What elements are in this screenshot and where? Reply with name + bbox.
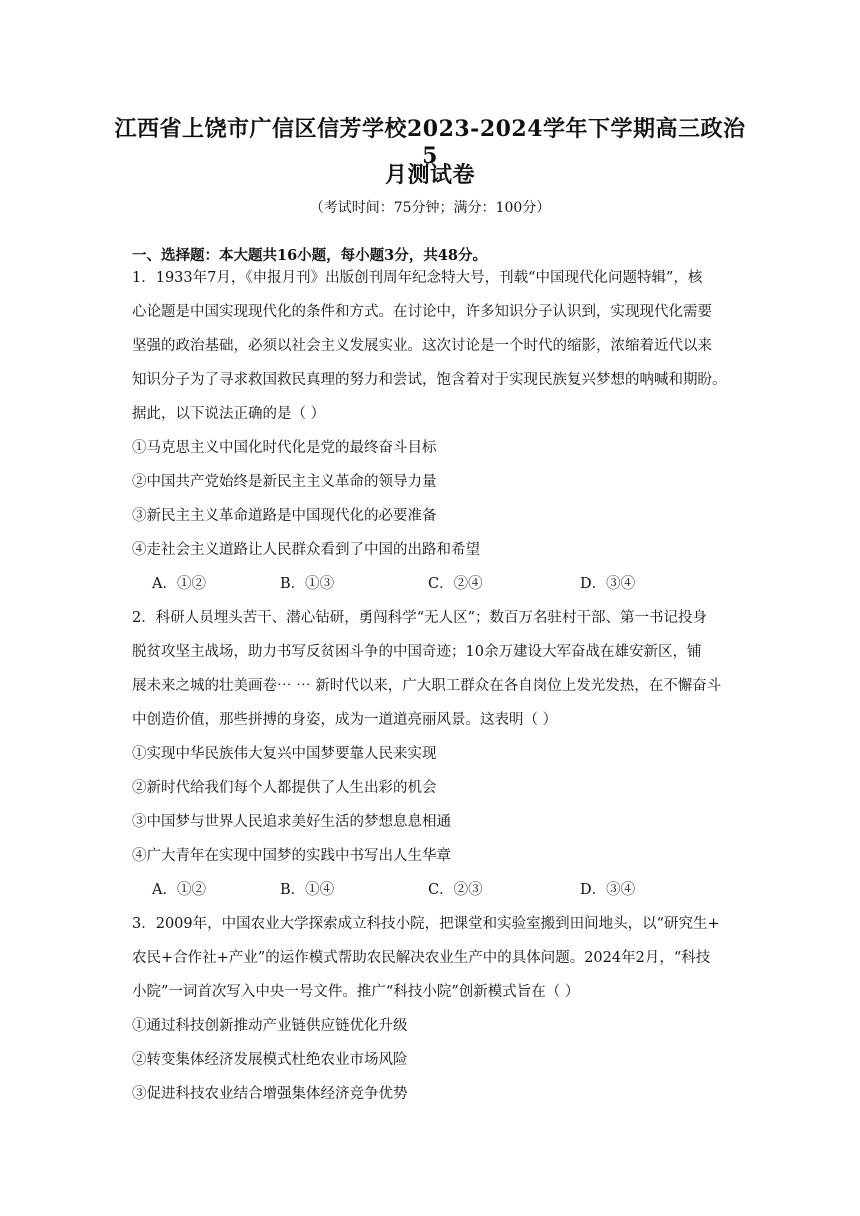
q2-stem-line: 2．科研人员埋头苦干、潜心钻研，勇闯科学“无人区”；数百万名驻村干部、第一书记投身 xyxy=(132,610,708,626)
q3-stem-line: 农民+合作社+产业”的运作模式帮助农民解决农业生产中的具体问题。2024年2月，“科技 xyxy=(132,950,711,966)
q1-item: ②中国共产党始终是新民主主义革命的领导力量 xyxy=(132,474,437,490)
option-c[interactable]: C．②③ xyxy=(428,882,483,898)
option-b[interactable]: B．①③ xyxy=(280,576,335,592)
q3-item: ①通过科技创新推动产业链供应链优化升级 xyxy=(132,1018,408,1034)
q2-item: ①实现中华民族伟大复兴中国梦要靠人民来实现 xyxy=(132,746,437,762)
q1-stem-line: 据此，以下说法正确的是（ ） xyxy=(132,406,326,422)
option-c[interactable]: C．②④ xyxy=(428,576,483,592)
q2-stem-line: 展未来之城的壮美画卷⋯ ⋯ 新时代以来，广大职工群众在各自岗位上发光发热，在不懈奋斗 xyxy=(132,678,722,694)
q1-item: ①马克思主义中国化时代化是党的最终奋斗目标 xyxy=(132,440,437,456)
option-a[interactable]: A．①② xyxy=(152,882,206,898)
exam-title-line-1: 江西省上饶市广信区信芳学校2023-2024学年下学期高三政治5 xyxy=(114,116,746,169)
section-heading-choice: 一、选择题：本大题共16小题，每小题3分，共48分。 xyxy=(132,247,487,264)
q2-item: ④广大青年在实现中国梦的实践中书写出人生华章 xyxy=(132,848,451,864)
q1-item: ④走社会主义道路让人民群众看到了中国的出路和希望 xyxy=(132,542,480,558)
exam-title-line-2: 月测试卷 xyxy=(384,162,475,188)
option-d[interactable]: D．③④ xyxy=(580,576,636,592)
option-a[interactable]: A．①② xyxy=(152,576,206,592)
q1-stem-line: 知识分子为了寻求救国救民真理的努力和尝试，饱含着对于实现民族复兴梦想的呐喊和期盼。 xyxy=(132,372,727,388)
q2-item: ③中国梦与世界人民追求美好生活的梦想息息相通 xyxy=(132,814,451,830)
option-b[interactable]: B．①④ xyxy=(280,882,335,898)
option-d[interactable]: D．③④ xyxy=(580,882,636,898)
q2-stem-line: 中创造价值，那些拼搏的身姿，成为一道道亮丽风景。这表明（ ） xyxy=(132,712,558,728)
q3-stem-line: 3．2009年，中国农业大学探索成立科技小院，把课堂和实验室搬到田间地头，以“研究生+ xyxy=(132,916,720,932)
q2-stem-line: 脱贫攻坚主战场，助力书写反贫困斗争的中国奇迹；10余万建设大军奋战在雄安新区，铺 xyxy=(132,644,702,660)
q3-stem-line: 小院”一词首次写入中央一号文件。推广“科技小院”创新模式旨在（ ） xyxy=(132,984,580,1000)
q1-stem-line: 心论题是中国实现现代化的条件和方式。在讨论中，许多知识分子认识到，实现现代化需要 xyxy=(132,304,712,320)
q3-item: ②转变集体经济发展模式杜绝农业市场风险 xyxy=(132,1052,408,1068)
q1-item: ③新民主主义革命道路是中国现代化的必要准备 xyxy=(132,508,437,524)
q3-item: ③促进科技农业结合增强集体经济竞争优势 xyxy=(132,1086,408,1102)
exam-time-info: （考试时间：75分钟；满分：100分） xyxy=(309,200,551,216)
q1-stem-line: 1．1933年7月，《申报月刊》出版创刊周年纪念特大号，刊载“中国现代化问题特辑”，核 xyxy=(132,270,703,286)
q2-item: ②新时代给我们每个人都提供了人生出彩的机会 xyxy=(132,780,437,796)
q1-stem-line: 坚强的政治基础，必须以社会主义发展实业。这次讨论是一个时代的缩影，浓缩着近代以来 xyxy=(132,338,712,354)
